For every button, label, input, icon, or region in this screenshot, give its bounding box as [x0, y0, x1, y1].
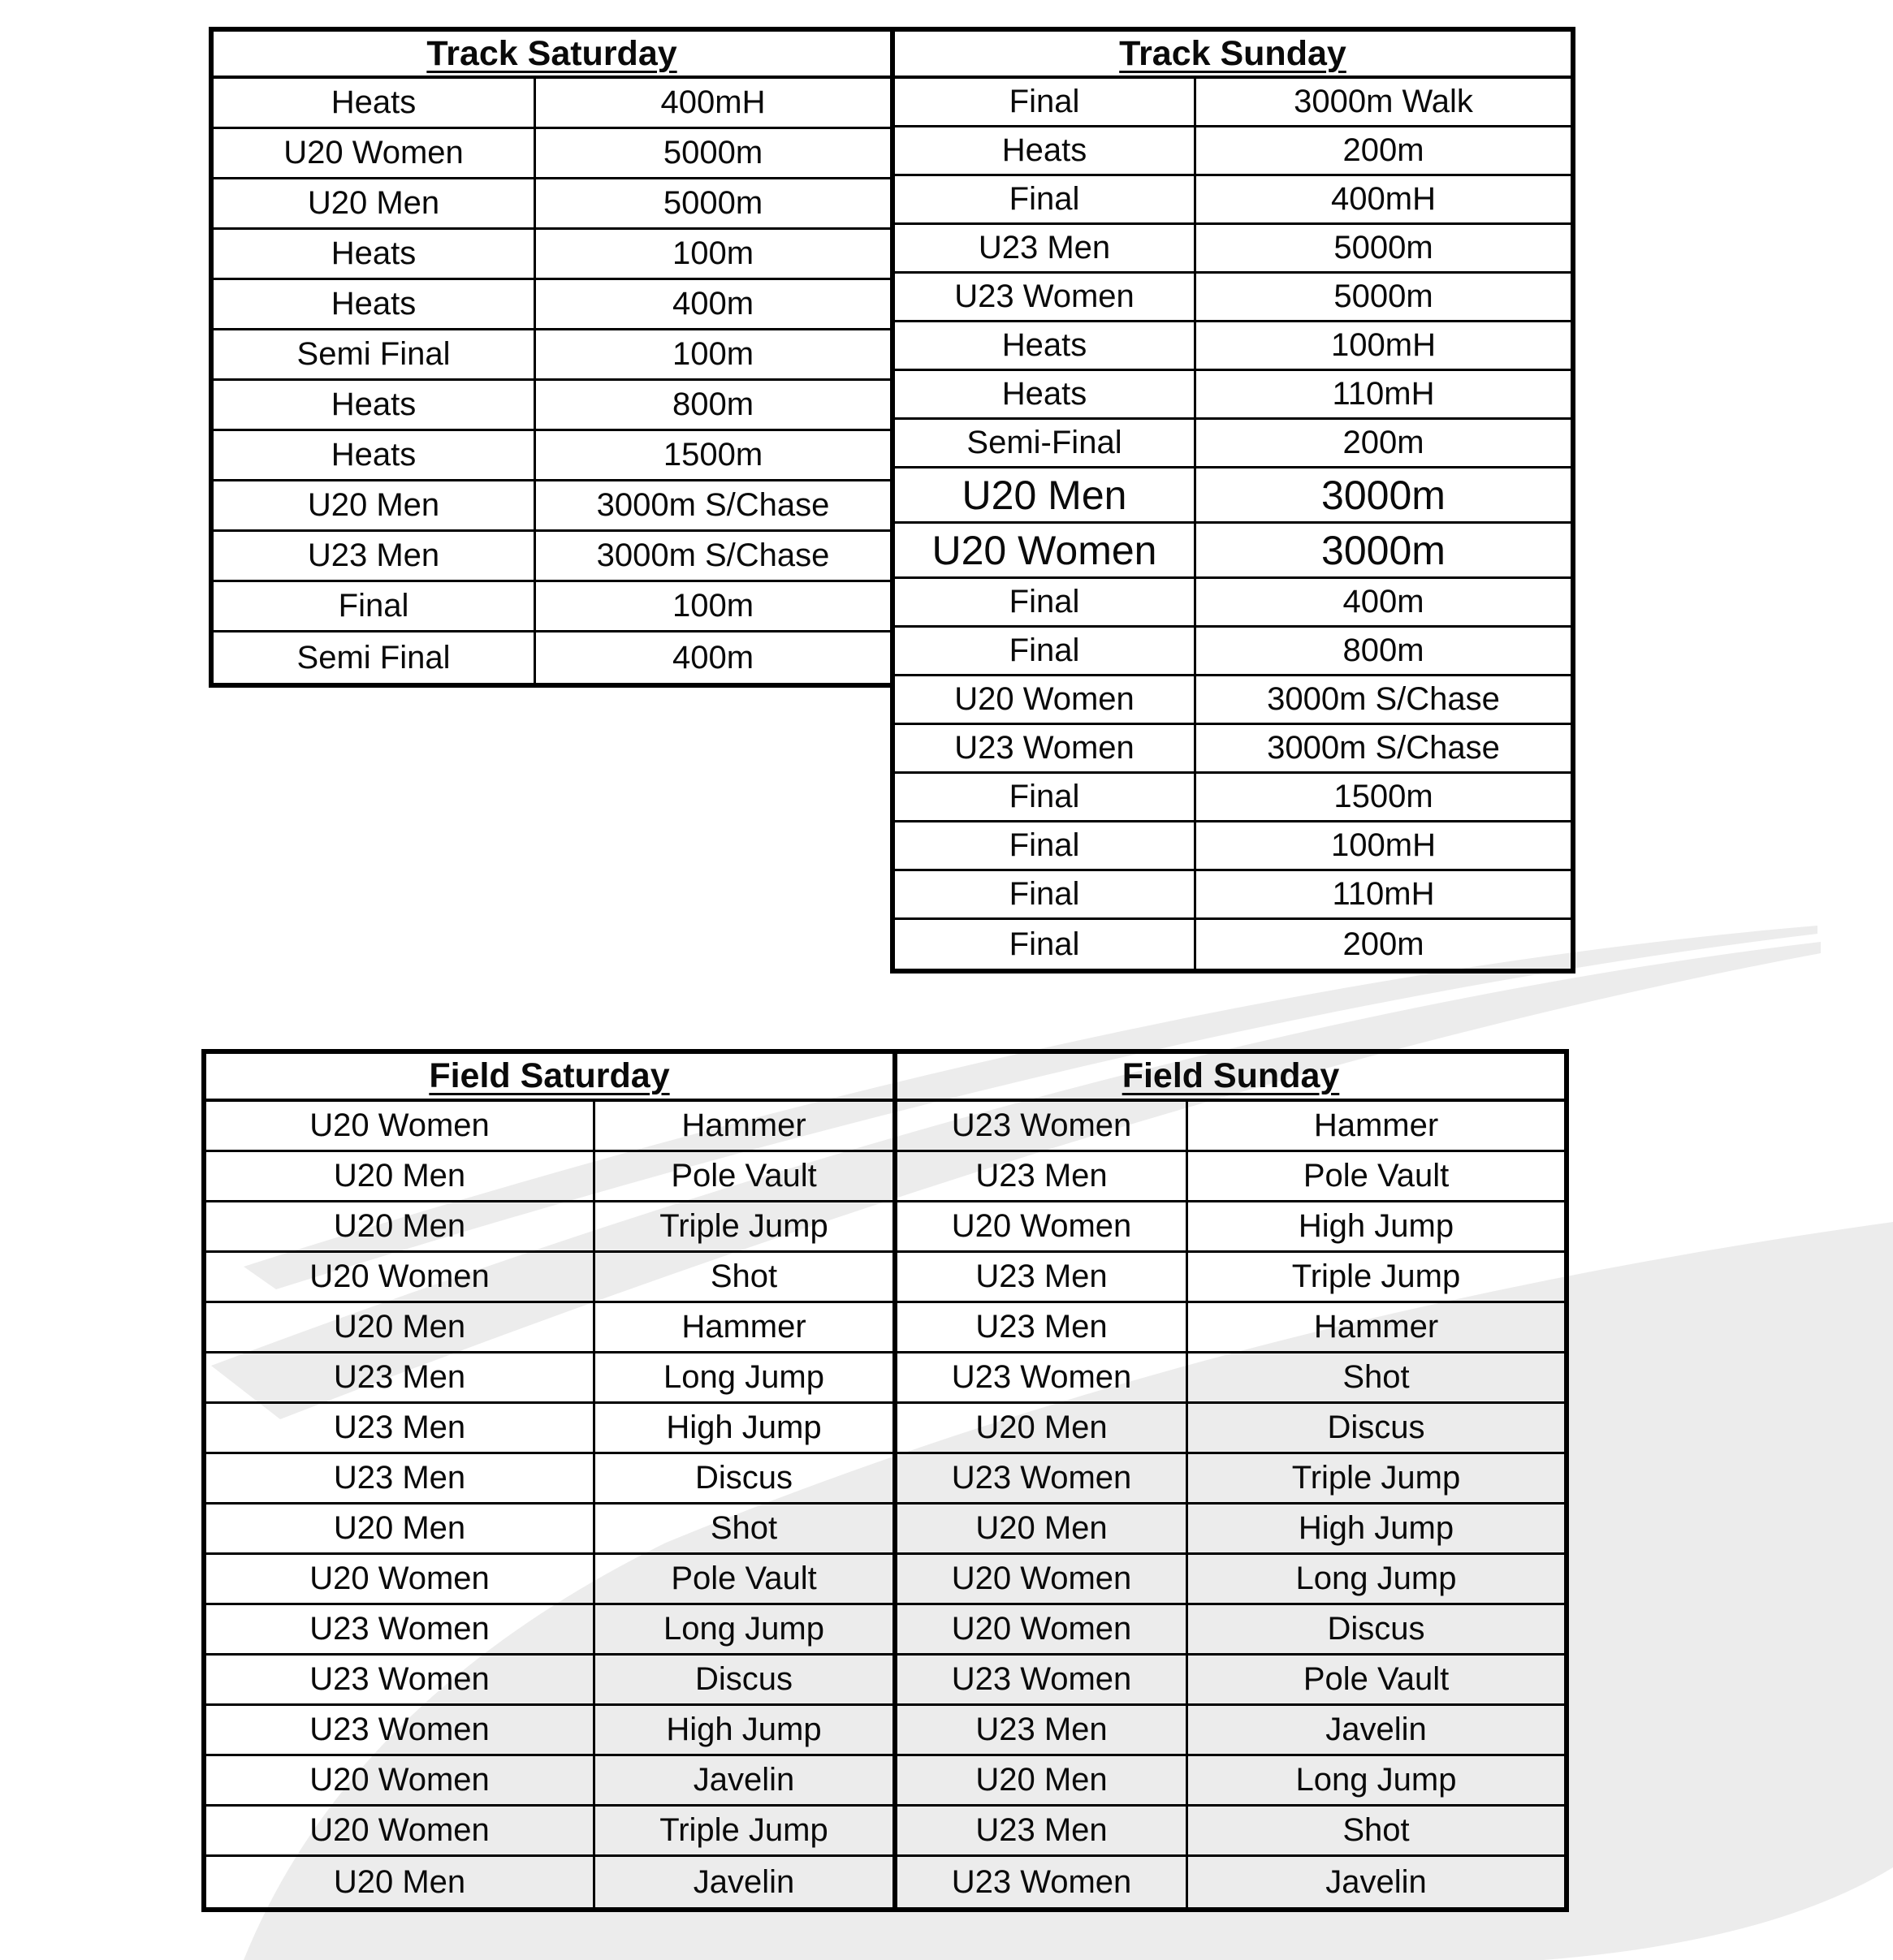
table-row: [897, 1404, 1564, 1454]
round-cell: U20 Men: [307, 185, 440, 221]
table-row: [897, 1303, 1564, 1353]
event-cell: Long Jump: [593, 1353, 892, 1401]
table-row: [897, 1454, 1564, 1505]
table-row: [897, 1756, 1564, 1807]
round-cell: U23 Men: [333, 1359, 466, 1395]
event-cell: Javelin: [1186, 1857, 1564, 1907]
table-row: [895, 225, 1571, 274]
table-row: [206, 1706, 892, 1756]
table-row: [897, 1555, 1564, 1605]
table-row: [895, 871, 1571, 920]
table-row: [895, 822, 1571, 871]
event-cell: 200m: [1194, 920, 1571, 969]
round-cell: U20 Women: [309, 1258, 490, 1294]
round-cell: U23 Men: [975, 1812, 1108, 1848]
event-cell: Long Jump: [593, 1605, 892, 1653]
table-row: [206, 1555, 892, 1605]
field-sunday-table: [892, 1049, 1569, 1912]
round-cell: Heats: [1001, 132, 1087, 168]
round-cell: Final: [1009, 632, 1080, 668]
event-cell: Hammer: [593, 1102, 892, 1150]
event-cell: 3000m S/Chase: [1194, 676, 1571, 723]
round-cell: Final: [1009, 926, 1080, 962]
round-cell: U20 Men: [975, 1510, 1108, 1546]
table-body: [895, 79, 1571, 969]
round-cell: U23 Men: [975, 1258, 1108, 1294]
round-cell: Semi Final: [296, 336, 451, 372]
round-cell: U20 Men: [333, 1158, 466, 1194]
event-cell: 3000m S/Chase: [534, 481, 890, 529]
round-cell: Heats: [1001, 376, 1087, 412]
table-row: [897, 1857, 1564, 1907]
event-cell: Pole Vault: [593, 1152, 892, 1200]
round-cell: U23 Men: [975, 1712, 1108, 1747]
table-row: [214, 532, 890, 582]
table-row: [206, 1102, 892, 1152]
table-row: [206, 1605, 892, 1656]
round-cell: Final: [1009, 84, 1080, 119]
table-row: [206, 1656, 892, 1706]
round-cell: U20 Women: [309, 1107, 490, 1143]
table-row: [214, 481, 890, 532]
round-cell: Final: [1009, 876, 1080, 912]
round-cell: U23 Women: [309, 1611, 490, 1647]
round-cell: U23 Women: [951, 1107, 1132, 1143]
event-cell: 100mH: [1194, 822, 1571, 869]
round-cell: U20 Men: [975, 1762, 1108, 1798]
event-cell: 3000m: [1194, 524, 1571, 576]
table-row: [206, 1353, 892, 1404]
round-cell: Heats: [331, 437, 417, 473]
event-cell: Pole Vault: [1186, 1152, 1564, 1200]
event-cell: Triple Jump: [593, 1807, 892, 1854]
event-cell: Hammer: [1186, 1102, 1564, 1150]
event-cell: 5000m: [1194, 225, 1571, 271]
round-cell: U20 Women: [309, 1812, 490, 1848]
round-cell: U23 Women: [309, 1661, 490, 1697]
table-row: [206, 1756, 892, 1807]
round-cell: U23 Men: [975, 1158, 1108, 1194]
table-row: [214, 280, 890, 330]
event-cell: Pole Vault: [1186, 1656, 1564, 1703]
table-row: [214, 381, 890, 431]
event-cell: 200m: [1194, 420, 1571, 466]
table-row: [897, 1102, 1564, 1152]
table-row: [895, 274, 1571, 322]
round-cell: U23 Men: [975, 1309, 1108, 1345]
table-row: [895, 524, 1571, 579]
event-cell: 800m: [1194, 628, 1571, 674]
table-row: [895, 676, 1571, 725]
event-cell: Triple Jump: [1186, 1454, 1564, 1502]
table-row: [214, 129, 890, 179]
table-row: [897, 1656, 1564, 1706]
table-row: [206, 1404, 892, 1454]
event-cell: 5000m: [534, 129, 890, 177]
event-cell: 100mH: [1194, 322, 1571, 369]
event-cell: High Jump: [593, 1706, 892, 1754]
round-cell: U20 Men: [307, 487, 440, 523]
table-row: [897, 1807, 1564, 1857]
round-cell: U20 Men: [975, 1410, 1108, 1445]
table-row: [214, 431, 890, 481]
table-row: [206, 1454, 892, 1505]
event-cell: 3000m S/Chase: [534, 532, 890, 580]
round-cell: U20 Women: [951, 1561, 1132, 1596]
event-cell: 200m: [1194, 127, 1571, 174]
table-row: [895, 468, 1571, 524]
round-cell: U23 Men: [978, 230, 1111, 266]
event-cell: 400m: [534, 280, 890, 328]
round-cell: Final: [1009, 779, 1080, 814]
round-cell: U23 Men: [333, 1410, 466, 1445]
track-sunday-title: Track Sunday: [895, 32, 1571, 79]
table-row: [206, 1807, 892, 1857]
table-row: [214, 230, 890, 280]
table-row: [206, 1857, 892, 1907]
table-row: [895, 176, 1571, 225]
round-cell: U20 Women: [309, 1561, 490, 1596]
round-cell: U23 Women: [951, 1359, 1132, 1395]
round-cell: Final: [338, 588, 409, 624]
event-cell: High Jump: [1186, 1505, 1564, 1552]
round-cell: Heats: [331, 386, 417, 422]
table-row: [895, 725, 1571, 774]
track-saturday-table: [209, 27, 895, 688]
event-cell: High Jump: [1186, 1202, 1564, 1250]
event-cell: 100m: [534, 582, 890, 630]
event-cell: Javelin: [593, 1756, 892, 1804]
round-cell: U23 Women: [951, 1863, 1132, 1900]
event-cell: Javelin: [593, 1857, 892, 1907]
round-cell: U20 Women: [283, 135, 464, 171]
event-cell: 3000m Walk: [1194, 79, 1571, 125]
table-row: [895, 774, 1571, 822]
table-row: [895, 127, 1571, 176]
table-row: [214, 582, 890, 632]
round-cell: Heats: [331, 286, 417, 322]
table-row: [895, 371, 1571, 420]
round-cell: U20 Men: [333, 1510, 466, 1546]
round-cell: U23 Women: [309, 1712, 490, 1747]
round-cell: Final: [1009, 584, 1080, 620]
round-cell: Heats: [331, 84, 417, 120]
round-cell: U20 Women: [931, 527, 1157, 573]
round-cell: U20 Women: [309, 1762, 490, 1798]
table-row: [214, 179, 890, 230]
event-cell: Triple Jump: [593, 1202, 892, 1250]
round-cell: U23 Women: [954, 278, 1135, 314]
round-cell: U23 Women: [951, 1460, 1132, 1496]
round-cell: Final: [1009, 181, 1080, 217]
event-cell: 110mH: [1194, 871, 1571, 917]
event-cell: Discus: [593, 1454, 892, 1502]
round-cell: U20 Men: [333, 1863, 466, 1900]
field-saturday-table: [201, 1049, 897, 1912]
round-cell: U23 Men: [333, 1460, 466, 1496]
table-row: [895, 420, 1571, 468]
event-cell: Hammer: [593, 1303, 892, 1351]
event-cell: 1500m: [534, 431, 890, 479]
event-cell: 400mH: [534, 79, 890, 127]
event-cell: 110mH: [1194, 371, 1571, 417]
table-row: [214, 79, 890, 129]
table-row: [895, 920, 1571, 969]
table-body: [206, 1102, 892, 1907]
table-row: [897, 1353, 1564, 1404]
table-body: [897, 1102, 1564, 1907]
round-cell: U23 Men: [307, 537, 440, 573]
event-cell: 5000m: [534, 179, 890, 227]
event-cell: Discus: [593, 1656, 892, 1703]
table-row: [897, 1706, 1564, 1756]
table-row: [897, 1253, 1564, 1303]
event-cell: 400m: [534, 632, 890, 683]
event-cell: 5000m: [1194, 274, 1571, 320]
round-cell: Heats: [331, 235, 417, 271]
table-row: [895, 79, 1571, 127]
event-cell: 400m: [1194, 579, 1571, 625]
round-cell: U20 Women: [954, 681, 1135, 717]
event-cell: 800m: [534, 381, 890, 429]
table-row: [214, 632, 890, 683]
table-row: [206, 1253, 892, 1303]
event-cell: Shot: [1186, 1807, 1564, 1854]
round-cell: U23 Women: [954, 730, 1135, 766]
round-cell: U20 Men: [962, 472, 1127, 518]
round-cell: U20 Men: [333, 1309, 466, 1345]
event-cell: Pole Vault: [593, 1555, 892, 1603]
field-sunday-title: Field Sunday: [897, 1054, 1564, 1102]
round-cell: U23 Women: [951, 1661, 1132, 1697]
round-cell: U20 Women: [951, 1611, 1132, 1647]
event-cell: Triple Jump: [1186, 1253, 1564, 1301]
round-cell: Final: [1009, 827, 1080, 863]
event-cell: Shot: [1186, 1353, 1564, 1401]
table-row: [206, 1303, 892, 1353]
round-cell: U20 Women: [951, 1208, 1132, 1244]
track-sunday-table: [890, 27, 1575, 974]
event-cell: 1500m: [1194, 774, 1571, 820]
round-cell: Semi-Final: [966, 425, 1122, 460]
event-cell: Hammer: [1186, 1303, 1564, 1351]
table-row: [206, 1505, 892, 1555]
round-cell: U20 Men: [333, 1208, 466, 1244]
event-cell: 100m: [534, 230, 890, 278]
event-cell: Shot: [593, 1253, 892, 1301]
event-cell: 100m: [534, 330, 890, 378]
event-cell: 3000m S/Chase: [1194, 725, 1571, 771]
event-cell: Long Jump: [1186, 1555, 1564, 1603]
table-row: [206, 1152, 892, 1202]
table-row: [895, 628, 1571, 676]
table-row: [214, 330, 890, 381]
field-saturday-title: Field Saturday: [206, 1054, 892, 1102]
table-row: [895, 579, 1571, 628]
event-cell: 400mH: [1194, 176, 1571, 222]
event-cell: High Jump: [593, 1404, 892, 1452]
table-row: [206, 1202, 892, 1253]
table-row: [897, 1605, 1564, 1656]
table-body: [214, 79, 890, 683]
event-cell: Shot: [593, 1505, 892, 1552]
round-cell: Heats: [1001, 327, 1087, 363]
table-row: [895, 322, 1571, 371]
event-cell: Discus: [1186, 1404, 1564, 1452]
event-cell: 3000m: [1194, 468, 1571, 521]
round-cell: Semi Final: [296, 639, 451, 676]
event-cell: Javelin: [1186, 1706, 1564, 1754]
track-saturday-title: Track Saturday: [214, 32, 890, 79]
table-row: [897, 1505, 1564, 1555]
table-row: [897, 1152, 1564, 1202]
table-row: [897, 1202, 1564, 1253]
event-cell: Discus: [1186, 1605, 1564, 1653]
event-cell: Long Jump: [1186, 1756, 1564, 1804]
